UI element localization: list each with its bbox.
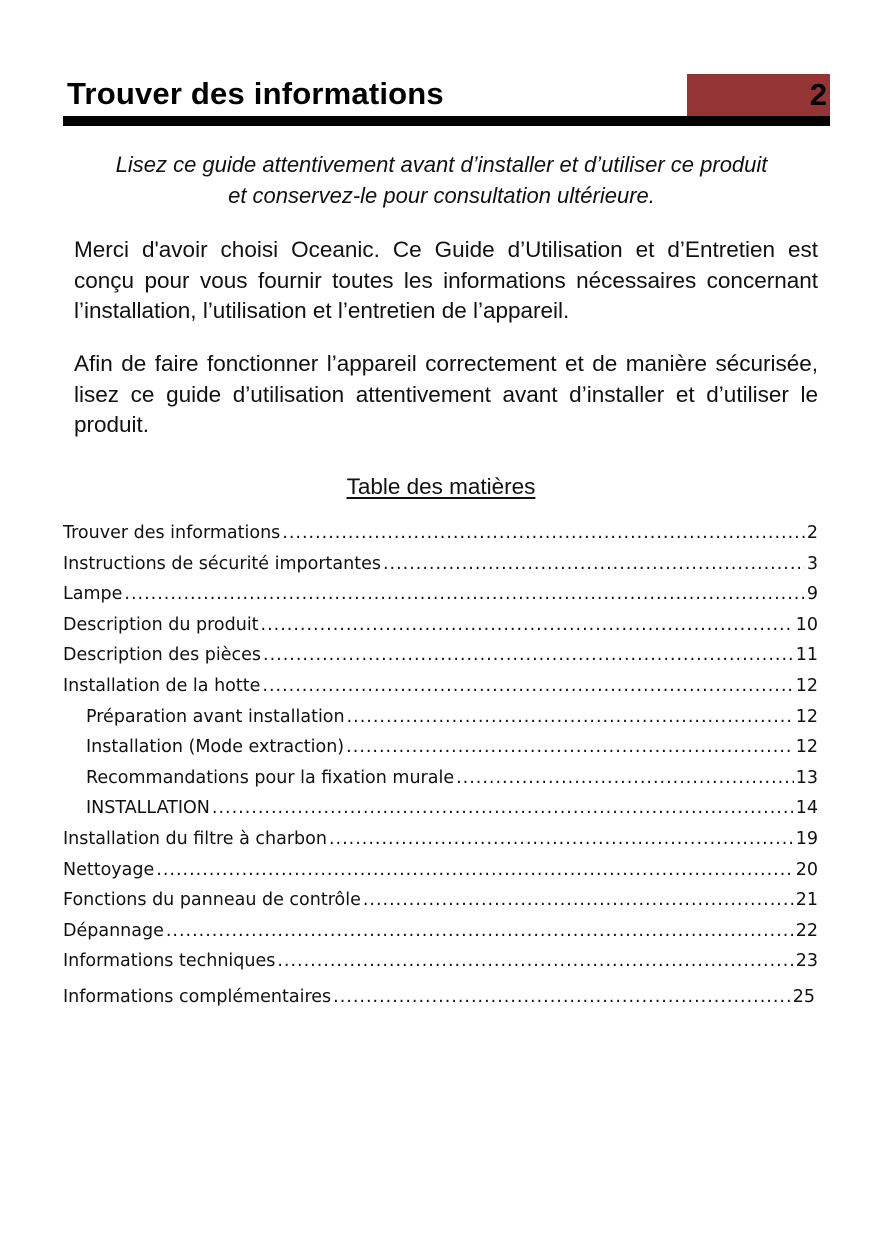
toc-entry-page: 20 (795, 859, 818, 880)
toc-entry-page: 12 (795, 675, 818, 696)
toc-entry-label: Fonctions du panneau de contrôle (63, 890, 361, 911)
toc-leader-dots (347, 702, 794, 733)
toc-entry-label: Recommandations pour la fixation murale (86, 767, 455, 788)
header-divider (63, 116, 830, 126)
toc-leader-dots (263, 640, 794, 671)
toc-entry-page: 11 (795, 645, 818, 666)
page-header (63, 72, 830, 116)
toc-leader-dots (333, 982, 791, 1013)
toc-entry-label: Installation de la hotte (63, 675, 261, 696)
toc-leader-dots (282, 518, 805, 549)
toc-leader-dots (277, 946, 793, 977)
paragraph-safety: Afin de faire fonctionner l’appareil correctement et de manière sécurisée, lisez ce guide d’utilisation attentivement avant d’installer et d’utiliser le produit. (74, 351, 818, 437)
toc-entry[interactable] (63, 824, 818, 855)
toc-entry[interactable] (63, 916, 818, 947)
table-of-contents (63, 518, 818, 1013)
toc-subentry[interactable] (63, 732, 818, 763)
toc-entry-label: Installation du filtre à charbon (63, 828, 327, 849)
intro-note (63, 149, 820, 211)
toc-entry-page: 14 (795, 798, 818, 819)
intro-line-1: Lisez ce guide attentivement avant d’installer et d’utiliser ce produit (115, 152, 768, 177)
toc-subentry[interactable] (63, 702, 818, 733)
toc-entry-label: Préparation avant installation (86, 706, 345, 727)
toc-entry[interactable] (63, 610, 818, 641)
paragraph-welcome: Merci d'avoir choisi Oceanic. Ce Guide d’Utilisation et d’Entretien est conçu pour vous fournir toutes les informations nécessaires concernant l’installation, l’utilisation et l’entretien de l’appareil. (74, 237, 818, 323)
toc-entry[interactable] (63, 671, 818, 702)
toc-leader-dots (383, 549, 805, 580)
toc-entry[interactable] (63, 518, 818, 549)
toc-entry[interactable] (63, 946, 818, 977)
toc-entry-label: Lampe (63, 584, 123, 605)
toc-leader-dots (456, 763, 794, 794)
toc-entry-label: Trouver des informations (63, 523, 281, 543)
toc-leader-dots (329, 824, 794, 855)
page-number: 2 (809, 77, 827, 112)
toc-entry-page: 9 (806, 584, 818, 605)
toc-entry-label: Dépannage (63, 920, 164, 941)
toc-leader-dots (346, 732, 794, 763)
toc-entry-page: 12 (795, 737, 818, 758)
toc-leader-dots (124, 579, 804, 610)
toc-entry-page: 23 (795, 951, 818, 972)
toc-leader-dots (156, 855, 793, 886)
toc-entry-page: 21 (795, 890, 818, 911)
toc-leader-dots (166, 916, 794, 947)
toc-entry[interactable] (63, 549, 818, 580)
toc-entry-page: 10 (795, 614, 818, 635)
toc-entry-page: 22 (795, 920, 818, 941)
toc-entry-page: 3 (806, 553, 818, 574)
toc-entry-page: 2 (806, 523, 818, 543)
toc-entry-label: Description du produit (63, 614, 259, 635)
toc-entry[interactable] (63, 855, 818, 886)
toc-entry-label: Installation (Mode extraction) (86, 737, 345, 758)
page-title: Trouver des informations (67, 76, 444, 111)
toc-entry[interactable] (63, 885, 818, 916)
toc-entry[interactable] (63, 982, 815, 1013)
toc-entry-page: 19 (795, 828, 818, 849)
toc-entry[interactable] (63, 579, 818, 610)
toc-entry-label: Nettoyage (63, 859, 155, 880)
page-number-badge (687, 74, 830, 116)
toc-entry-label: Informations techniques (63, 951, 276, 972)
toc-leader-dots (212, 793, 794, 824)
toc-entry-label: Description des pièces (63, 645, 262, 666)
toc-heading: Table des matières (346, 474, 536, 499)
toc-entry-label: INSTALLATION (86, 798, 210, 819)
toc-entry-page: 13 (795, 767, 818, 788)
toc-entry-page: 25 (792, 986, 815, 1007)
toc-entry-label: Instructions de sécurité importantes (63, 553, 381, 574)
toc-subentry[interactable] (63, 793, 818, 824)
toc-leader-dots (261, 610, 794, 641)
toc-leader-dots (262, 671, 793, 702)
toc-leader-dots (363, 885, 794, 916)
toc-entry-page: 12 (795, 706, 818, 727)
toc-entry[interactable] (63, 640, 818, 671)
toc-subentry[interactable] (63, 763, 818, 794)
intro-line-2: et conservez-le pour consultation ultérieure. (228, 183, 655, 208)
toc-entry-label: Informations complémentaires (63, 986, 332, 1007)
